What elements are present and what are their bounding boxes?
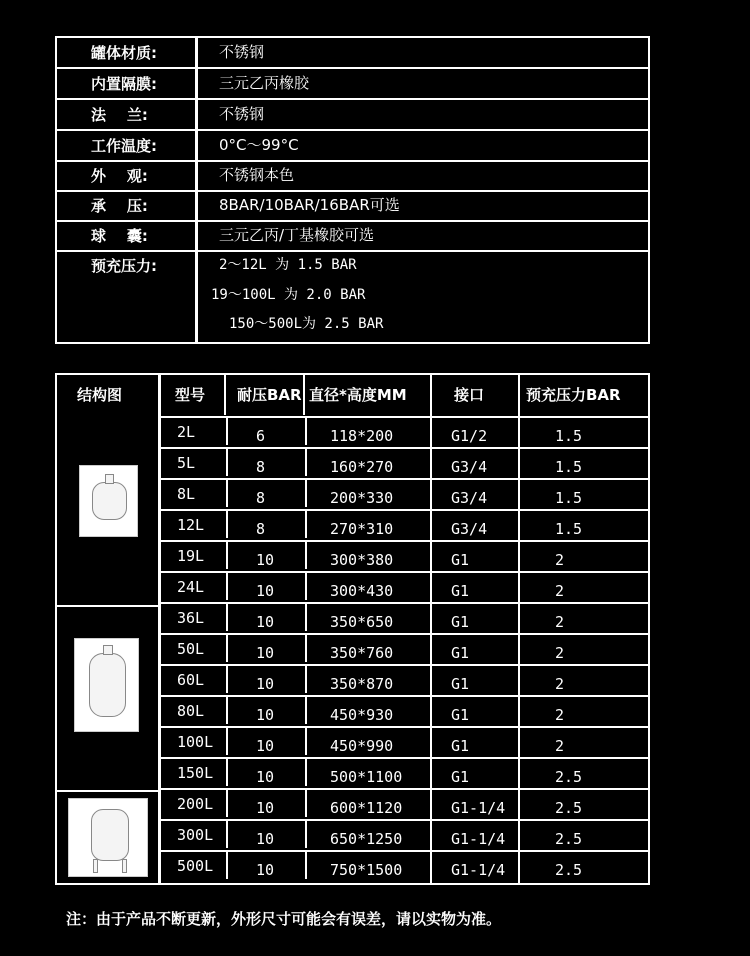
row-divider [160,819,648,821]
size-cell: 118*200 [330,427,394,445]
row-col-divider [226,480,228,507]
precharge-cell: 2.5 [555,861,583,879]
precharge-cell: 2 [555,737,565,755]
spec-row [57,161,648,192]
row-divider [160,788,648,790]
port-cell: G1-1/4 [451,799,506,817]
spec-table [55,36,650,344]
header-port: 接口 [454,386,485,404]
size-cell: 450*990 [330,737,394,755]
row-col-divider [305,759,307,786]
precharge-cell: 2.5 [555,768,583,786]
pressure-cell: 10 [256,582,275,600]
port-cell: G1 [451,551,470,569]
row-col-divider [226,790,228,817]
header-size: 直径*高度MM [309,386,407,404]
spec-label: 内置隔膜: [91,75,157,93]
spec-row [57,131,648,162]
row-divider [160,416,648,418]
footnote: 注：由于产品不断更新，外形尺寸可能会有误差，请以实物为准。 [66,910,502,928]
port-cell: G3/4 [451,458,488,476]
size-cell: 600*1120 [330,799,403,817]
precharge-cell: 2.5 [555,830,583,848]
row-col-divider [305,635,307,662]
row-col-divider [226,759,228,786]
model-cell: 50L [177,640,205,658]
size-cell: 300*380 [330,551,394,569]
row-divider [160,571,648,573]
row-col-divider [226,697,228,724]
small-tank-diagram-icon [79,465,138,537]
row-divider [160,633,648,635]
pressure-cell: 8 [256,520,266,538]
port-cell: G1 [451,613,470,631]
precharge-cell: 2 [555,706,565,724]
precharge-cell: 2 [555,644,565,662]
spec-label: 工作温度: [91,137,157,155]
row-col-divider [226,728,228,755]
row-divider [160,478,648,480]
precharge-cell: 1.5 [555,520,583,538]
row-divider [160,509,648,511]
model-cell: 150L [177,764,214,782]
model-cell: 2L [177,423,196,441]
row-col-divider [226,418,228,445]
port-cell: G3/4 [451,489,488,507]
pressure-cell: 10 [256,613,275,631]
precharge-line-3: 150〜500L为 2.5 BAR [229,316,384,332]
spec-label: 外 观: [91,167,148,185]
model-cell: 12L [177,516,205,534]
size-cell: 200*330 [330,489,394,507]
model-cell: 60L [177,671,205,689]
row-col-divider [305,418,307,445]
row-col-divider [226,573,228,600]
size-cell: 750*1500 [330,861,403,879]
spec-row [57,221,648,252]
header-model: 型号 [175,386,206,404]
row-divider [160,540,648,542]
row-divider [160,757,648,759]
pressure-cell: 10 [256,644,275,662]
header-precharge: 预充压力BAR [526,386,621,404]
model-cell: 24L [177,578,205,596]
port-cell: G1/2 [451,427,488,445]
medium-tank-diagram-icon [74,638,139,732]
header-pressure: 耐压BAR [237,386,302,404]
model-cell: 300L [177,826,214,844]
pressure-cell: 10 [256,675,275,693]
size-cell: 350*870 [330,675,394,693]
row-col-divider [305,480,307,507]
spec-value: 三元乙丙橡胶 [219,74,310,92]
pressure-cell: 10 [256,799,275,817]
precharge-line-1: 2〜12L 为 1.5 BAR [219,257,357,273]
spec-row [57,100,648,131]
spec-value: 不锈钢 [219,105,265,123]
precharge-cell: 2 [555,582,565,600]
precharge-cell: 1.5 [555,458,583,476]
header-diagram: 结构图 [77,386,123,404]
spec-label: 球 囊: [91,227,148,245]
row-col-divider [305,666,307,693]
port-cell: G1 [451,644,470,662]
size-cell: 350*650 [330,613,394,631]
model-cell: 100L [177,733,214,751]
model-cell: 80L [177,702,205,720]
row-divider [160,447,648,449]
pressure-cell: 10 [256,737,275,755]
col-line-4 [518,375,520,883]
precharge-cell: 2 [555,613,565,631]
diagram-separator-2 [57,790,160,792]
spec-value: 三元乙丙/丁基橡胶可选 [219,226,375,244]
spec-value: 0°C〜99°C [219,136,299,154]
port-cell: G1-1/4 [451,861,506,879]
row-divider [160,695,648,697]
row-col-divider [305,852,307,879]
col-line-1 [224,375,226,415]
pressure-cell: 8 [256,458,266,476]
spec-label: 罐体材质: [91,44,157,62]
col-line-2 [303,375,305,415]
model-cell: 19L [177,547,205,565]
model-cell: 36L [177,609,205,627]
pressure-cell: 10 [256,768,275,786]
row-col-divider [226,511,228,538]
row-col-divider [226,449,228,476]
spec-label: 承 压: [91,197,148,215]
model-cell: 5L [177,454,196,472]
precharge-label: 预充压力: [91,257,157,275]
row-col-divider [305,697,307,724]
pressure-cell: 10 [256,706,275,724]
spec-row [57,38,648,69]
row-col-divider [226,604,228,631]
precharge-cell: 2 [555,675,565,693]
row-col-divider [226,852,228,879]
row-divider [160,850,648,852]
model-cell: 200L [177,795,214,813]
row-col-divider [305,542,307,569]
size-cell: 450*930 [330,706,394,724]
row-col-divider [305,821,307,848]
spec-value: 不锈钢本色 [219,166,295,184]
spec-label: 法 兰: [91,106,148,124]
port-cell: G1 [451,737,470,755]
spec-value: 8BAR/10BAR/16BAR可选 [219,196,400,214]
pressure-cell: 6 [256,427,266,445]
row-divider [160,602,648,604]
model-table [55,373,650,885]
pressure-cell: 10 [256,551,275,569]
diagram-separator-1 [57,605,160,607]
spec-value: 不锈钢 [219,43,265,61]
port-cell: G1 [451,768,470,786]
row-col-divider [305,511,307,538]
model-cell: 500L [177,857,214,875]
pressure-cell: 10 [256,861,275,879]
precharge-cell: 1.5 [555,489,583,507]
row-divider [160,664,648,666]
size-cell: 500*1100 [330,768,403,786]
port-cell: G1 [451,675,470,693]
size-cell: 300*430 [330,582,394,600]
spec-row [57,69,648,100]
port-cell: G3/4 [451,520,488,538]
row-divider [160,726,648,728]
port-cell: G1 [451,582,470,600]
row-col-divider [305,573,307,600]
precharge-cell: 2.5 [555,799,583,817]
large-tank-diagram-icon [68,798,148,877]
row-col-divider [305,604,307,631]
pressure-cell: 10 [256,830,275,848]
precharge-cell: 2 [555,551,565,569]
col-line-3 [430,375,432,883]
row-col-divider [226,635,228,662]
row-col-divider [305,790,307,817]
row-col-divider [226,542,228,569]
model-cell: 8L [177,485,196,503]
port-cell: G1 [451,706,470,724]
diagram-column-divider [158,375,161,883]
row-col-divider [305,728,307,755]
row-col-divider [226,821,228,848]
size-cell: 350*760 [330,644,394,662]
size-cell: 650*1250 [330,830,403,848]
size-cell: 160*270 [330,458,394,476]
row-col-divider [226,666,228,693]
port-cell: G1-1/4 [451,830,506,848]
precharge-line-2: 19〜100L 为 2.0 BAR [211,287,366,303]
precharge-cell: 1.5 [555,427,583,445]
size-cell: 270*310 [330,520,394,538]
row-col-divider [305,449,307,476]
pressure-cell: 8 [256,489,266,507]
spec-row [57,191,648,222]
